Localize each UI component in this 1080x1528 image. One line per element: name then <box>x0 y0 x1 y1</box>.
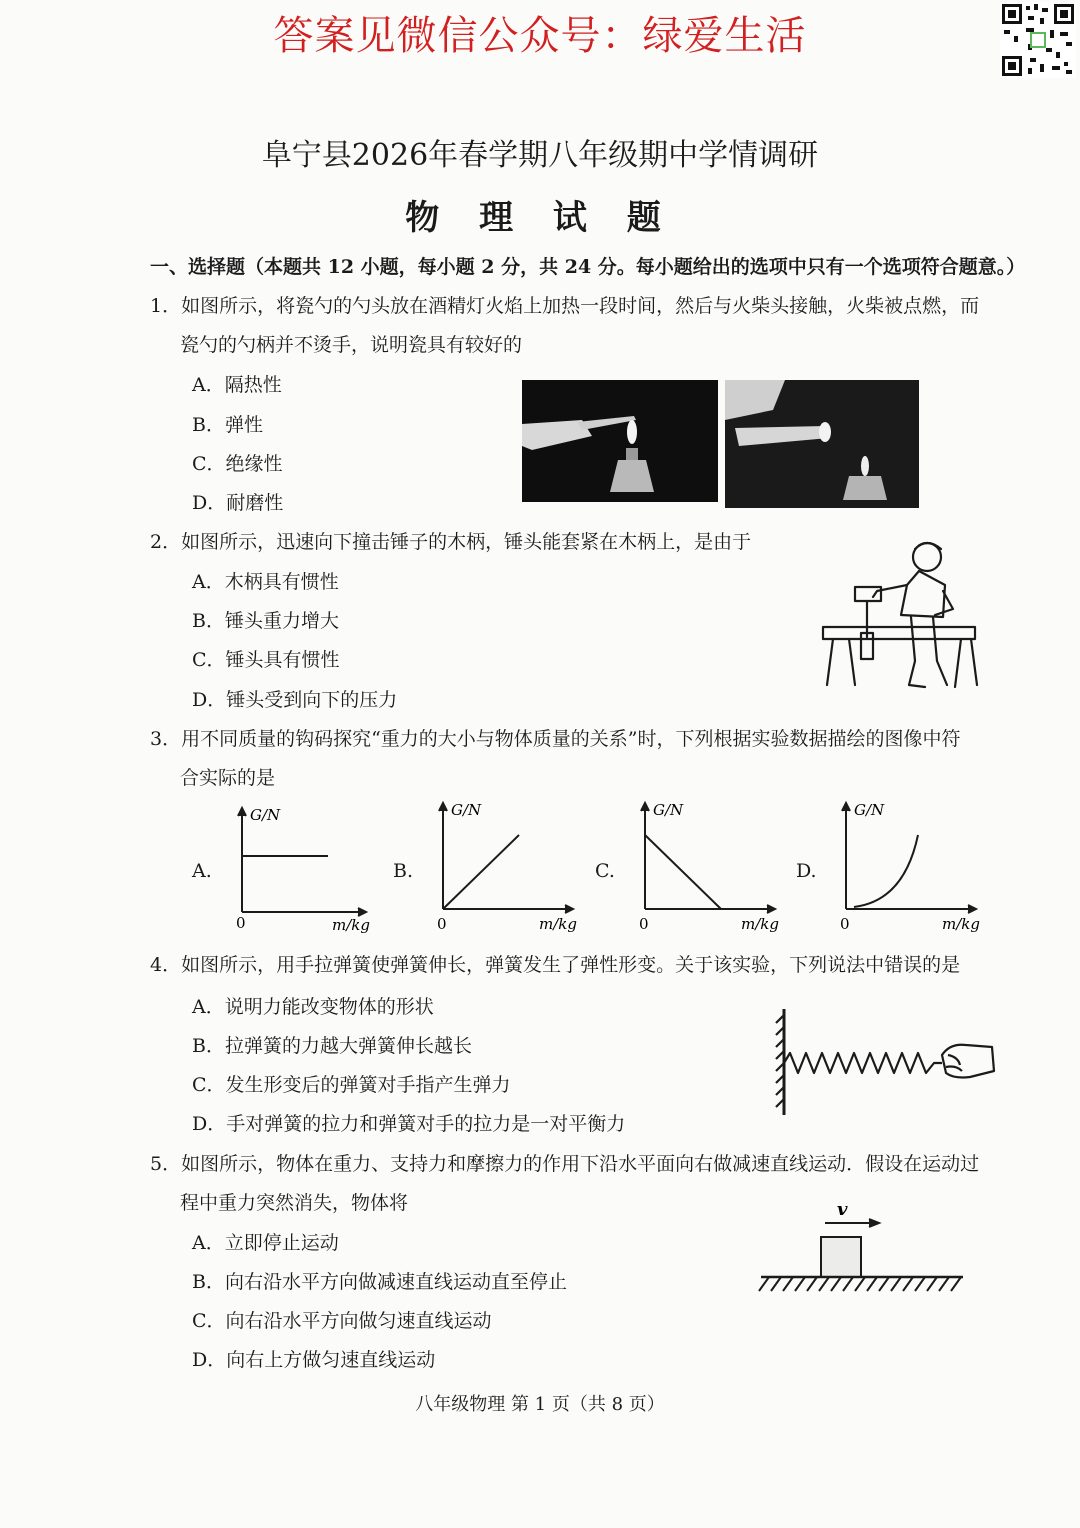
hammer-bench-illustration <box>815 535 980 695</box>
question-2-option-c: C．锤头具有惯性 <box>192 649 340 671</box>
exam-title: 阜宁县2026年春学期八年级期中学情调研 <box>261 138 819 173</box>
question-2-option-d: D．锤头受到向下的压力 <box>192 689 398 711</box>
graph-d-label: D. <box>796 860 817 882</box>
graph-d-y-label: G/N <box>854 801 885 819</box>
question-2-option-a: A．木柄具有惯性 <box>192 571 339 593</box>
question-4-option-b: B．拉弹簧的力越大弹簧伸长越长 <box>192 1035 472 1057</box>
question-5-option-b: B．向右沿水平方向做减速直线运动直至停止 <box>192 1271 567 1293</box>
question-5-option-a: A．立即停止运动 <box>192 1232 339 1254</box>
question-3-stem-line-2: 合实际的是 <box>180 767 276 789</box>
watermark-banner: 答案见微信公众号：绿爱生活 <box>273 13 807 59</box>
graph-c-label: C. <box>595 860 615 882</box>
graph-a <box>232 800 377 940</box>
graph-c <box>635 795 785 940</box>
graph-d-x-label: m/kg <box>942 915 980 933</box>
section-heading: 一、选择题（本题共 12 小题，每小题 2 分，共 24 分。每小题给出的选项中只有一个选项符合题意。） <box>150 256 1026 278</box>
page-footer: 八年级物理 第 1 页（共 8 页） <box>415 1394 665 1415</box>
graph-d <box>836 795 986 940</box>
question-3-stem-line-1: 3．用不同质量的钩码探究“重力的大小与物体质量的关系”时，下列根据实验数据描绘的图像中符 <box>150 728 961 750</box>
question-4-option-c: C．发生形变后的弹簧对手指产生弹力 <box>192 1074 511 1096</box>
question-2-option-b: B．锤头重力增大 <box>192 610 339 632</box>
question-5-option-c: C．向右沿水平方向做匀速直线运动 <box>192 1310 492 1332</box>
graph-a-label: A. <box>192 860 212 882</box>
question-1-option-d: D．耐磨性 <box>192 492 284 514</box>
question-4-option-d: D．手对弹簧的拉力和弹簧对手的拉力是一对平衡力 <box>192 1113 626 1135</box>
exam-subject: 物 理 试 题 <box>405 198 675 238</box>
question-4-stem: 4．如图所示，用手拉弹簧使弹簧伸长，弹簧发生了弹性形变。关于该实验，下列说法中错误的是 <box>150 954 961 976</box>
graph-c-y-label: G/N <box>653 801 684 819</box>
graph-b-x-label: m/kg <box>539 915 577 933</box>
graph-b <box>433 795 583 940</box>
spoon-heating-photo-1 <box>522 380 718 508</box>
graph-c-origin: 0 <box>639 915 649 933</box>
question-5-option-d: D．向右上方做匀速直线运动 <box>192 1349 436 1371</box>
question-5-stem-line-1: 5．如图所示，物体在重力、支持力和摩擦力的作用下沿水平面向右做减速直线运动．假设在运动过 <box>150 1153 980 1175</box>
graph-a-y-label: G/N <box>250 806 281 824</box>
velocity-label: v <box>837 1199 848 1220</box>
graph-d-origin: 0 <box>840 915 850 933</box>
question-1-stem-line-1: 1．如图所示，将瓷勺的勺头放在酒精灯火焰上加热一段时间，然后与火柴头接触，火柴被点燃，而 <box>150 295 980 317</box>
question-4-option-a: A．说明力能改变物体的形状 <box>192 996 434 1018</box>
question-1-option-a: A．隔热性 <box>192 374 282 396</box>
spoon-match-photo-2 <box>725 380 919 508</box>
qr-code <box>1000 2 1076 78</box>
graph-c-x-label: m/kg <box>741 915 779 933</box>
block-on-surface-illustration <box>755 1195 970 1300</box>
graph-b-origin: 0 <box>437 915 447 933</box>
question-5-stem-line-2: 程中重力突然消失，物体将 <box>180 1192 409 1214</box>
graph-b-label: B. <box>393 860 414 882</box>
question-1-stem-line-2: 瓷勺的勺柄并不烫手，说明瓷具有较好的 <box>180 334 523 356</box>
question-1-option-b: B．弹性 <box>192 414 263 436</box>
spring-hand-illustration <box>770 1005 1000 1120</box>
graph-b-y-label: G/N <box>451 801 482 819</box>
question-1-option-c: C．绝缘性 <box>192 453 283 475</box>
graph-a-origin: 0 <box>236 914 246 932</box>
graph-a-x-label: m/kg <box>332 916 370 934</box>
question-2-stem: 2．如图所示，迅速向下撞击锤子的木柄，锤头能套紧在木柄上，是由于 <box>150 531 752 553</box>
